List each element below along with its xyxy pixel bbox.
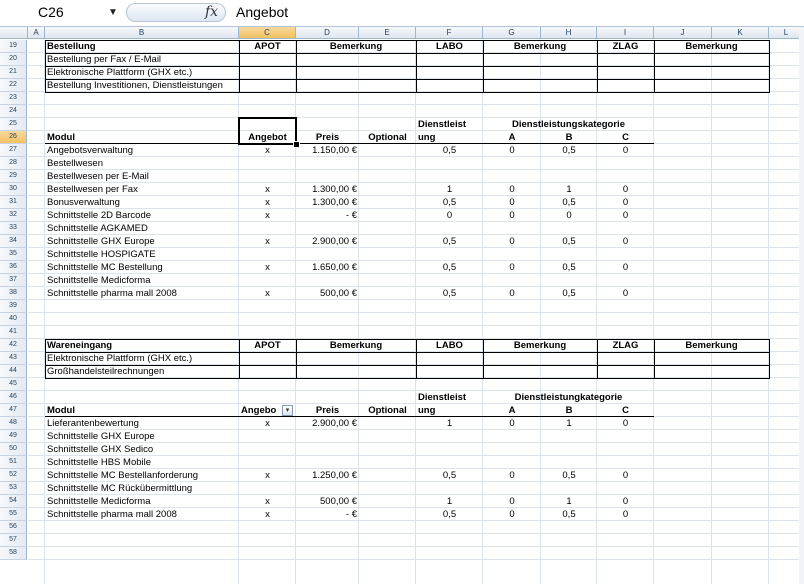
column-header-j[interactable]: J (654, 27, 712, 39)
price: 500,00 € (320, 288, 357, 299)
gridline-col (44, 40, 45, 584)
row-label: Elektronische Plattform (GHX etc.) (47, 67, 193, 78)
price: - € (345, 509, 357, 520)
row-header-20[interactable]: 20 (0, 53, 27, 66)
category-a: 0 (509, 210, 515, 221)
offer-mark (241, 456, 294, 469)
category-b: 0,5 (562, 197, 576, 208)
row-header-24[interactable]: 24 (0, 105, 27, 118)
column-title: Bemerkung (513, 41, 567, 52)
category-a: 0 (509, 288, 515, 299)
row-label: Großhandelsteilrechnungen (47, 366, 165, 377)
category-a (485, 157, 539, 170)
column-title: B (565, 405, 573, 416)
category-b (543, 482, 595, 495)
category-a (485, 482, 539, 495)
column-title: A (508, 405, 516, 416)
column-title: ZLAG (612, 41, 639, 52)
category-c (599, 157, 652, 170)
price: 1.150,00 € (312, 145, 357, 156)
column-title: Bemerkung (685, 41, 738, 52)
column-header-e[interactable]: E (359, 27, 416, 39)
offer-mark: x (265, 210, 270, 221)
category-c (599, 170, 652, 183)
offer-mark (241, 443, 294, 456)
service-value: 0,5 (442, 288, 457, 299)
offer-mark: x (265, 184, 270, 195)
category-b: 0,5 (562, 262, 576, 273)
category-a (485, 430, 539, 443)
price: 1.250,00 € (312, 470, 357, 481)
row-header-37[interactable]: 37 (0, 274, 27, 287)
category-b (543, 222, 595, 235)
module-name: Schnittstelle pharma mall 2008 (47, 288, 177, 299)
fill-handle[interactable] (293, 141, 300, 148)
offer-mark (241, 482, 294, 495)
category-a: 0 (509, 145, 515, 156)
row-header-25[interactable]: 25 (0, 118, 27, 131)
category-b: 0,5 (562, 145, 576, 156)
column-header-c[interactable]: C (239, 27, 296, 39)
category-b: 1 (566, 418, 572, 429)
gridline-row (28, 546, 804, 547)
column-header-g[interactable]: G (483, 27, 541, 39)
module-name: Bestellwesen per Fax (47, 184, 138, 195)
category-a: 0 (509, 197, 515, 208)
offer-mark: x (265, 496, 270, 507)
row-header-50[interactable]: 50 (0, 443, 27, 456)
column-header-b[interactable]: B (45, 27, 239, 39)
category-header: Dienstleistungskategorie (512, 119, 625, 130)
module-name: Schnittstelle 2D Barcode (47, 210, 152, 221)
column-title: C (622, 132, 629, 143)
column-title: Bemerkung (329, 41, 383, 52)
category-b: 1 (566, 184, 572, 195)
module-name: Schnittstelle AGKAMED (47, 223, 148, 234)
category-c: 0 (622, 288, 629, 299)
column-title: Angebo (241, 405, 277, 416)
row-header-54[interactable]: 54 (0, 495, 27, 508)
column-title: Bemerkung (513, 340, 567, 351)
module-name: Bonusverwaltung (47, 197, 120, 208)
service-value: 0 (446, 210, 453, 221)
category-c: 0 (622, 470, 629, 481)
gridline-col (415, 40, 416, 584)
column-title: ZLAG (612, 340, 639, 351)
price: 1.300,00 € (312, 197, 357, 208)
service-value (418, 274, 481, 287)
name-box[interactable]: C26 (38, 4, 64, 20)
offer-mark (241, 248, 294, 261)
row-header-53[interactable]: 53 (0, 482, 27, 495)
module-name: Schnittstelle MC Bestellung (47, 262, 163, 273)
select-all-corner[interactable] (0, 27, 28, 39)
row-header-43[interactable]: 43 (0, 352, 27, 365)
row-header-23[interactable]: 23 (0, 92, 27, 105)
offer-mark: x (265, 145, 270, 156)
category-b (543, 274, 595, 287)
category-b: 0,5 (562, 509, 576, 520)
table-col-divider (483, 339, 484, 378)
row-header-31[interactable]: 31 (0, 196, 27, 209)
row-header-57[interactable]: 57 (0, 534, 27, 547)
module-name: Schnittstelle GHX Europe (47, 236, 155, 247)
category-b: 0,5 (562, 236, 576, 247)
column-title: Modul (47, 405, 75, 416)
module-name: Schnittstelle GHX Europe (47, 431, 155, 442)
section-title: Wareneingang (47, 340, 113, 351)
row-header-30[interactable]: 30 (0, 183, 27, 196)
column-header-i[interactable]: I (597, 27, 654, 39)
row-header-44[interactable]: 44 (0, 365, 27, 378)
gridline-row (28, 117, 804, 118)
category-c (599, 248, 652, 261)
category-c: 0 (622, 145, 629, 156)
row-header-22[interactable]: 22 (0, 79, 27, 92)
offer-mark: x (265, 418, 270, 429)
category-b: 0 (566, 210, 572, 221)
service-value: 1 (446, 418, 453, 429)
formula-input[interactable]: Angebot (236, 4, 289, 20)
category-b (543, 456, 595, 469)
row-header-34[interactable]: 34 (0, 235, 27, 248)
active-cell-selection[interactable] (238, 117, 297, 145)
column-header-h[interactable]: H (541, 27, 597, 39)
row-header-49[interactable]: 49 (0, 430, 27, 443)
service-value: 0,5 (442, 262, 457, 273)
category-a: 0 (509, 418, 515, 429)
table-col-divider (597, 339, 598, 378)
column-title: Dienstleist (418, 392, 467, 403)
column-title: Preis (315, 132, 340, 143)
offer-mark: x (265, 288, 270, 299)
column-title: LABO (436, 41, 463, 52)
row-header-48[interactable]: 48 (0, 417, 27, 430)
column-title: Preis (315, 405, 340, 416)
category-c: 0 (622, 184, 629, 195)
category-c: 0 (622, 262, 629, 273)
row-header-32[interactable]: 32 (0, 209, 27, 222)
category-c: 0 (622, 509, 629, 520)
gridline-col (358, 40, 359, 584)
row-header-46[interactable]: 46 (0, 391, 27, 404)
column-title: LABO (436, 340, 463, 351)
category-b: 0,5 (562, 288, 576, 299)
column-header-f[interactable]: F (416, 27, 483, 39)
row-header-29[interactable]: 29 (0, 170, 27, 183)
column-title: Modul (47, 132, 75, 143)
gridline-col (653, 40, 654, 584)
service-value (418, 443, 481, 456)
module-name: Schnittstelle HOSPIGATE (47, 249, 156, 260)
formula-bar (0, 0, 804, 27)
row-header-26[interactable]: 26 (0, 131, 27, 144)
column-title: Optional (368, 132, 407, 143)
row-header-55[interactable]: 55 (0, 508, 27, 521)
service-value (418, 170, 481, 183)
category-a: 0 (509, 496, 515, 507)
row-header-27[interactable]: 27 (0, 144, 27, 157)
category-a: 0 (509, 470, 515, 481)
spreadsheet-grid[interactable] (0, 27, 804, 584)
service-value: 0,5 (442, 197, 457, 208)
category-b (543, 170, 595, 183)
price: 2.900,00 € (312, 236, 357, 247)
service-value (418, 482, 481, 495)
module-name: Schnittstelle Medicforma (47, 275, 151, 286)
column-title: ung (418, 405, 436, 416)
gridline-row (28, 390, 804, 391)
module-name: Bestellwesen per E-Mail (47, 171, 149, 182)
offer-mark (241, 274, 294, 287)
category-a (485, 222, 539, 235)
row-header-42[interactable]: 42 (0, 339, 27, 352)
module-name: Schnittstelle GHX Sedico (47, 444, 154, 455)
category-c: 0 (622, 496, 629, 507)
column-title: APOT (254, 340, 281, 351)
category-a (485, 170, 539, 183)
column-title: Bemerkung (329, 340, 383, 351)
service-value: 0,5 (442, 470, 457, 481)
chevron-down-icon[interactable]: ▼ (108, 7, 118, 18)
row-header-33[interactable]: 33 (0, 222, 27, 235)
service-value: 1 (446, 184, 453, 195)
table-col-divider (239, 339, 240, 378)
column-title: B (565, 132, 573, 143)
column-title: C (622, 405, 629, 416)
price: - € (345, 210, 357, 221)
service-value (418, 248, 481, 261)
category-b (543, 248, 595, 261)
module-name: Bestellwesen (47, 158, 103, 169)
column-title: Bemerkung (685, 340, 738, 351)
service-value (418, 430, 481, 443)
category-c: 0 (622, 210, 629, 221)
category-c (599, 482, 652, 495)
column-header-l[interactable]: L (769, 27, 804, 39)
gridline-col (482, 40, 483, 584)
category-a (485, 248, 539, 261)
gridline-row (28, 104, 804, 105)
price: 1.300,00 € (312, 184, 357, 195)
row-header-36[interactable]: 36 (0, 261, 27, 274)
table-col-divider (296, 339, 297, 378)
filter-dropdown-icon[interactable]: ▾ (282, 405, 293, 416)
offer-mark (241, 430, 294, 443)
category-a (485, 443, 539, 456)
column-title: ung (418, 132, 436, 143)
row-header-21[interactable]: 21 (0, 66, 27, 79)
module-name: Schnittstelle MC Rückübermittlung (47, 483, 193, 494)
row-header-58[interactable]: 58 (0, 547, 27, 560)
column-header-d[interactable]: D (296, 27, 359, 39)
category-b: 1 (566, 496, 572, 507)
column-header-k[interactable]: K (712, 27, 769, 39)
row-label: Elektronische Plattform (GHX etc.) (47, 353, 193, 364)
row-header-35[interactable]: 35 (0, 248, 27, 261)
offer-mark (241, 170, 294, 183)
gridline-row (28, 325, 804, 326)
service-value (418, 157, 481, 170)
category-header: Dienstleistungkategorie (514, 392, 623, 403)
offer-mark: x (265, 470, 270, 481)
category-b (543, 443, 595, 456)
module-name: Schnittstelle Medicforma (47, 496, 151, 507)
module-name: Schnittstelle HBS Mobile (47, 457, 152, 468)
gridline-row (28, 312, 804, 313)
price: 1.650,00 € (312, 262, 357, 273)
column-header-a[interactable]: A (28, 27, 45, 39)
offer-mark: x (265, 262, 270, 273)
category-c: 0 (622, 197, 629, 208)
column-title: APOT (254, 41, 281, 52)
row-label: Bestellung Investitionen, Dienstleistungen (47, 80, 223, 91)
row-header-51[interactable]: 51 (0, 456, 27, 469)
row-header-19[interactable]: 19 (0, 40, 27, 53)
gridline-col (711, 40, 712, 584)
price: 500,00 € (320, 496, 357, 507)
row-header-45[interactable]: 45 (0, 378, 27, 391)
column-title: A (508, 132, 516, 143)
category-a: 0 (509, 236, 515, 247)
vertical-scrollbar[interactable] (799, 27, 804, 584)
category-b (543, 430, 595, 443)
row-header-56[interactable]: 56 (0, 521, 27, 534)
section-title: Bestellung (47, 41, 96, 52)
category-c (599, 443, 652, 456)
gridline-col (768, 40, 769, 584)
category-b (543, 157, 595, 170)
service-value: 0,5 (442, 509, 457, 520)
table-col-divider (654, 339, 655, 378)
service-value: 0,5 (442, 145, 457, 156)
row-header-38[interactable]: 38 (0, 287, 27, 300)
category-c (599, 222, 652, 235)
offer-mark (241, 222, 294, 235)
row-header-39[interactable]: 39 (0, 300, 27, 313)
row-header-47[interactable]: 47 (0, 404, 27, 417)
offer-mark: x (265, 509, 270, 520)
offer-mark: x (265, 197, 270, 208)
category-c: 0 (622, 418, 629, 429)
price: 2.900,00 € (312, 418, 357, 429)
column-title: Dienstleist (418, 119, 467, 130)
row-header-41[interactable]: 41 (0, 326, 27, 339)
category-a: 0 (509, 184, 515, 195)
row-header-52[interactable]: 52 (0, 469, 27, 482)
table-col-divider (416, 339, 417, 378)
offer-mark: x (265, 236, 270, 247)
module-name: Lieferantenbewertung (47, 418, 139, 429)
category-a: 0 (509, 509, 515, 520)
gridline-row (28, 533, 804, 534)
category-a (485, 274, 539, 287)
insert-function-icon[interactable]: fx (205, 4, 219, 20)
module-name: Schnittstelle pharma mall 2008 (47, 509, 177, 520)
service-value (418, 456, 481, 469)
gridline-row (28, 559, 804, 560)
service-value: 1 (446, 496, 453, 507)
category-a (485, 456, 539, 469)
service-value (418, 222, 481, 235)
category-b: 0,5 (562, 470, 576, 481)
row-label: Bestellung per Fax / E-Mail (47, 54, 162, 65)
module-name: Schnittstelle MC Bestellanforderung (47, 470, 199, 481)
column-title: Angebot (248, 132, 287, 143)
offer-mark (241, 157, 294, 170)
category-c (599, 456, 652, 469)
service-value: 0,5 (442, 236, 457, 247)
module-name: Angebotsverwaltung (47, 145, 134, 156)
category-c (599, 430, 652, 443)
column-title: Optional (368, 405, 407, 416)
category-c: 0 (622, 236, 629, 247)
row-header-28[interactable]: 28 (0, 157, 27, 170)
category-c (599, 274, 652, 287)
category-a: 0 (509, 262, 515, 273)
row-header-40[interactable]: 40 (0, 313, 27, 326)
